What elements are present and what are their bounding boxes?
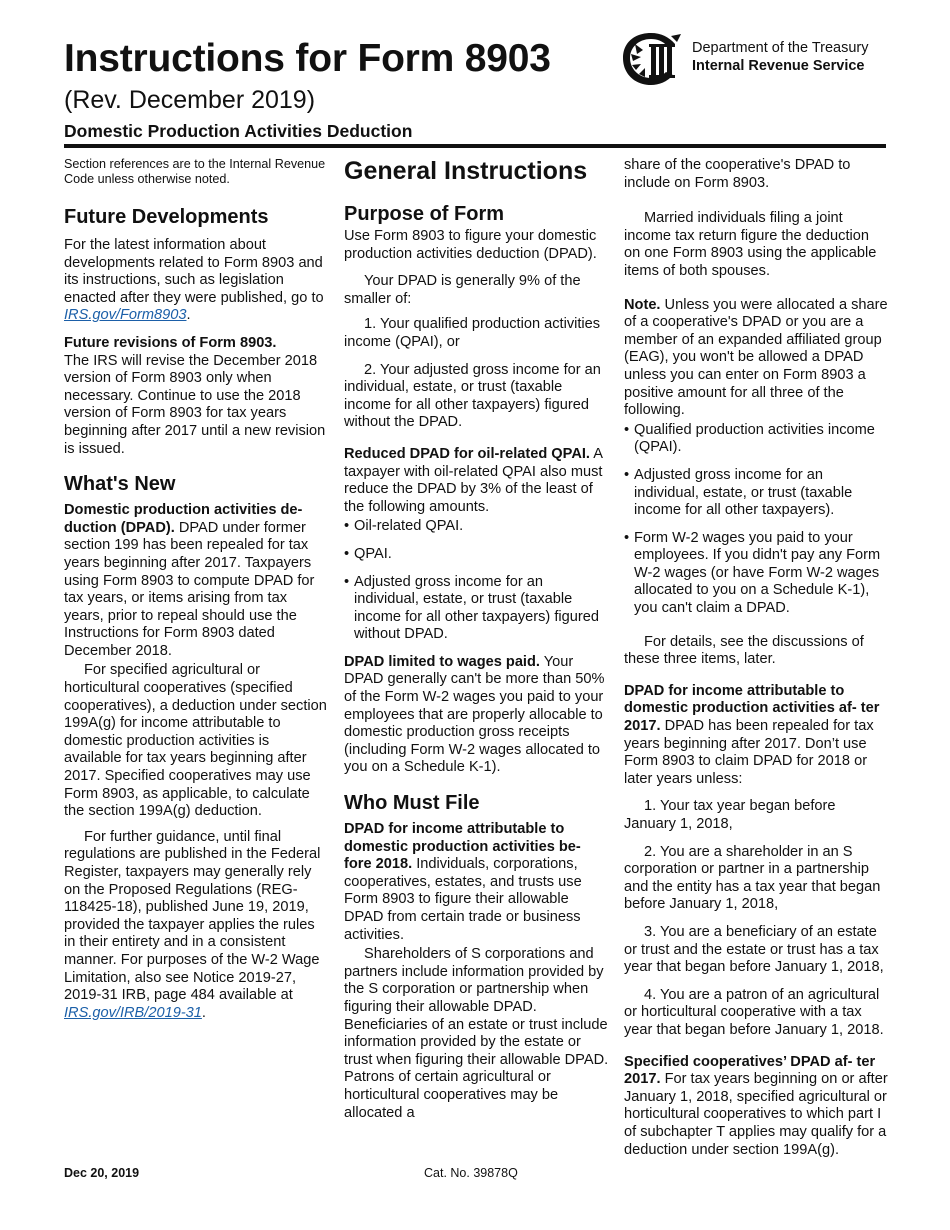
dpad-paragraph bbox=[64, 502, 329, 660]
list-item: 1. Your qualified production activities income (QPAI), or bbox=[344, 316, 601, 350]
footer-date: Dec 20, 2019 bbox=[64, 1166, 140, 1180]
bullet-item: • Adjusted gross income for an individual, estate, or trust (taxable income for all other taxpayers). bbox=[624, 467, 889, 520]
dpad-text: DPAD under former section 199 has been repealed for tax years beginning after 2017. Taxpayers using Form 8903 to compute DPAD for tax years, or items arising from tax years, prior to repeal should use the Instructions for Form 8903 dated December 2018. bbox=[64, 519, 315, 659]
bullet-item: • Adjusted gross income for an individual, estate, or trust (taxable income for all other taxpayers) figured without DPAD. bbox=[344, 574, 609, 644]
irs-eagle-logo-icon bbox=[621, 30, 685, 86]
list-item: 3. You are a beneficiary of an estate or trust and the estate or trust has a tax year that began before January 1, 2018, bbox=[624, 923, 884, 976]
before-2018-label: DPAD for income attributable to domestic production activities be- fore 2018. bbox=[344, 821, 581, 873]
bullet-item: • Form W-2 wages you paid to your employees. If you didn't pay any Form W-2 wages (or have Form W-2 wages allocated to you on a Schedule K-1), you can't claim a DPAD. bbox=[624, 530, 889, 618]
irs-form8903-link[interactable]: IRS.gov/Form8903 bbox=[64, 307, 187, 324]
future-revisions-label: Future revisions of Form 8903. bbox=[64, 334, 277, 351]
bullet-item: • QPAI. bbox=[344, 546, 609, 564]
after-2017-paragraph bbox=[624, 683, 889, 789]
page-title: Instructions for Form 8903 bbox=[64, 37, 551, 80]
revision-date: (Rev. December 2019) bbox=[64, 86, 316, 114]
continued-text: share of the cooperative's DPAD to include on Form 8903. bbox=[624, 157, 851, 191]
column-3 bbox=[624, 157, 889, 1169]
list-item: 1. Your tax year began before January 1, 2018, bbox=[624, 798, 836, 832]
before-2018-paragraph bbox=[344, 821, 609, 944]
irb-2019-31-link[interactable]: IRS.gov/IRB/2019-31 bbox=[64, 1004, 202, 1021]
general-instructions-heading: General Instructions bbox=[344, 157, 588, 185]
after-2017-label: DPAD for income attributable to domestic production activities af- ter 2017. bbox=[624, 682, 880, 735]
wages-limit-paragraph bbox=[344, 654, 609, 777]
agency-irs: Internal Revenue Service bbox=[692, 58, 865, 75]
purpose-text: Use Form 8903 to figure your domestic production activities deduction (DPAD). bbox=[344, 228, 597, 262]
reduced-dpad-paragraph bbox=[344, 446, 609, 516]
future-revisions-text: The IRS will revise the December 2018 version of Form 8903 only when necessary. Continue to use the 2018 version of Form 8903 for tax years beginning after 2017 until a new revision is issued. bbox=[64, 352, 326, 457]
section-references-note: Section references are to the Internal Revenue Code unless otherwise noted. bbox=[64, 157, 326, 186]
purpose-of-form-heading: Purpose of Form bbox=[344, 203, 505, 225]
note-label: Note. bbox=[624, 296, 661, 313]
page-subtitle: Domestic Production Activities Deduction bbox=[64, 121, 413, 141]
reduced-dpad-label: Reduced DPAD for oil-related QPAI. bbox=[344, 445, 590, 462]
specified-cooperatives-paragraph: For specified agricultural or horticultural cooperatives (specified cooperatives), a deduction under section 199A(g) for income attributable to domestic production activities is available for tax years beginning after 2017. Specified cooperatives may use Form 8903, as applicable, to calculate the section 199A(g) deduction. bbox=[64, 662, 327, 820]
note-text: Unless you were allocated a share of a cooperative's DPAD or you are a member of an expanded affiliated group (EAG), you won't be allowed a DPAD unless you can enter on Form 8903 a positive amount for all three of the following. bbox=[624, 296, 888, 419]
wages-limit-text: Your DPAD generally can't be more than 50% of the Form W-2 wages you paid to your employees that are properly allocable to domestic production gross receipts (including Form W-2 wages allocated to you on a Schedule K-1). bbox=[344, 653, 605, 776]
shareholders-paragraph: Shareholders of S corporations and partners include information provided by the S corporation or partnership when figuring their allowable DPAD. Beneficiaries of an estate or trust include information provided by the estate or trust when figuring their allowable DPAD. Patrons of certain agricultural or horticultural cooperatives may be allocated a bbox=[344, 946, 609, 1121]
bullet-item: • Qualified production activities income (QPAI). bbox=[624, 422, 889, 457]
dpad-label: Domestic production activities de- duction (DPAD). bbox=[64, 502, 303, 536]
details-paragraph: For details, see the discussions of these three items, later. bbox=[624, 633, 864, 668]
list-item: 2. You are a shareholder in an S corporation or partner in a partnership and the entity has a tax year that began before January 1, 2018, bbox=[624, 843, 881, 913]
before-2018-text: Individuals, corporations, cooperatives, estates, and trusts use Form 8903 to figure their allowable DPAD from certain trade or business activities. bbox=[344, 856, 582, 943]
future-developments-paragraph: For the latest information about developments related to Form 8903 and its instructions, such as legislation enacted after they were published, go to IRS.gov/Form8903. bbox=[64, 237, 324, 324]
note-paragraph bbox=[624, 297, 889, 420]
married-paragraph: Married individuals filing a joint income tax return figure the deduction on one Form 8903 using the applicable items of both spouses. bbox=[624, 210, 877, 279]
who-must-file-heading: Who Must File bbox=[344, 792, 480, 815]
header-rule bbox=[64, 144, 886, 148]
catalog-number: Cat. No. 39878Q bbox=[424, 1166, 518, 1180]
specified-coops-label: Specified cooperatives’ DPAD af- ter 2017. bbox=[624, 1053, 876, 1088]
wages-limit-label: DPAD limited to wages paid. bbox=[344, 653, 540, 670]
column-1 bbox=[64, 157, 329, 1030]
column-2 bbox=[344, 157, 609, 1130]
agency-name bbox=[692, 39, 869, 75]
dpad-generally-text: Your DPAD is generally 9% of the smaller of: bbox=[344, 273, 581, 307]
future-revisions-paragraph bbox=[64, 335, 329, 458]
after-2017-text: DPAD has been repealed for tax years beginning after 2017. Don’t use Form 8903 to claim DPAD for 2018 or later years unless: bbox=[624, 718, 874, 787]
further-guidance-paragraph: For further guidance, until final regulations are published in the Federal Register, taxpayers may generally rely on the Proposed Regulations (REG-118425-18), published June 19, 2019, provided the taxpayer applies the rules in their entirety and in a consistent manner. For purposes of the W-2 Wage Limitation, also see Notice 2019-27, 2019-31 IRB, page 484 available at IRS.gov/IRB/2019-31. bbox=[64, 828, 321, 1021]
agency-department: Department of the Treasury bbox=[692, 40, 869, 56]
further-guidance-text: For further guidance, until final regulations are published in the Federal Register, taxpayers may generally rely on the Proposed Regulations (REG-118425-18), published June 19, 2019, provided the taxpayer applies the rules in their entirety and in a consistent manner. For purposes of the W-2 Wage Limitation, also see Notice 2019-27, 2019-31 IRB, page 484 available at bbox=[64, 828, 321, 1004]
list-item: 2. Your adjusted gross income for an individual, estate, or trust (taxable income for all other taxpayers) figured without the DPAD. bbox=[344, 361, 601, 431]
future-developments-text: For the latest information about developments related to Form 8903 and its instructions, such as legislation enacted after they were published, go to bbox=[64, 237, 324, 306]
reduced-dpad-text: A taxpayer with oil-related QPAI also must reduce the DPAD by 3% of the least of the following amounts. bbox=[344, 445, 603, 515]
specified-coops-paragraph bbox=[624, 1054, 889, 1160]
future-developments-heading: Future Developments bbox=[64, 206, 269, 228]
specified-coops-text: For tax years beginning on or after January 1, 2018, specified agricultural or horticultural cooperatives to which part I of subchapter T applies may qualify for a deduction under section 199A(g). bbox=[624, 1071, 888, 1158]
bullet-item: • Oil-related QPAI. bbox=[344, 518, 609, 536]
whats-new-heading: What's New bbox=[64, 473, 176, 496]
list-item: 4. You are a patron of an agricultural or horticultural cooperative with a tax year that began before January 1, 2018. bbox=[624, 986, 884, 1038]
